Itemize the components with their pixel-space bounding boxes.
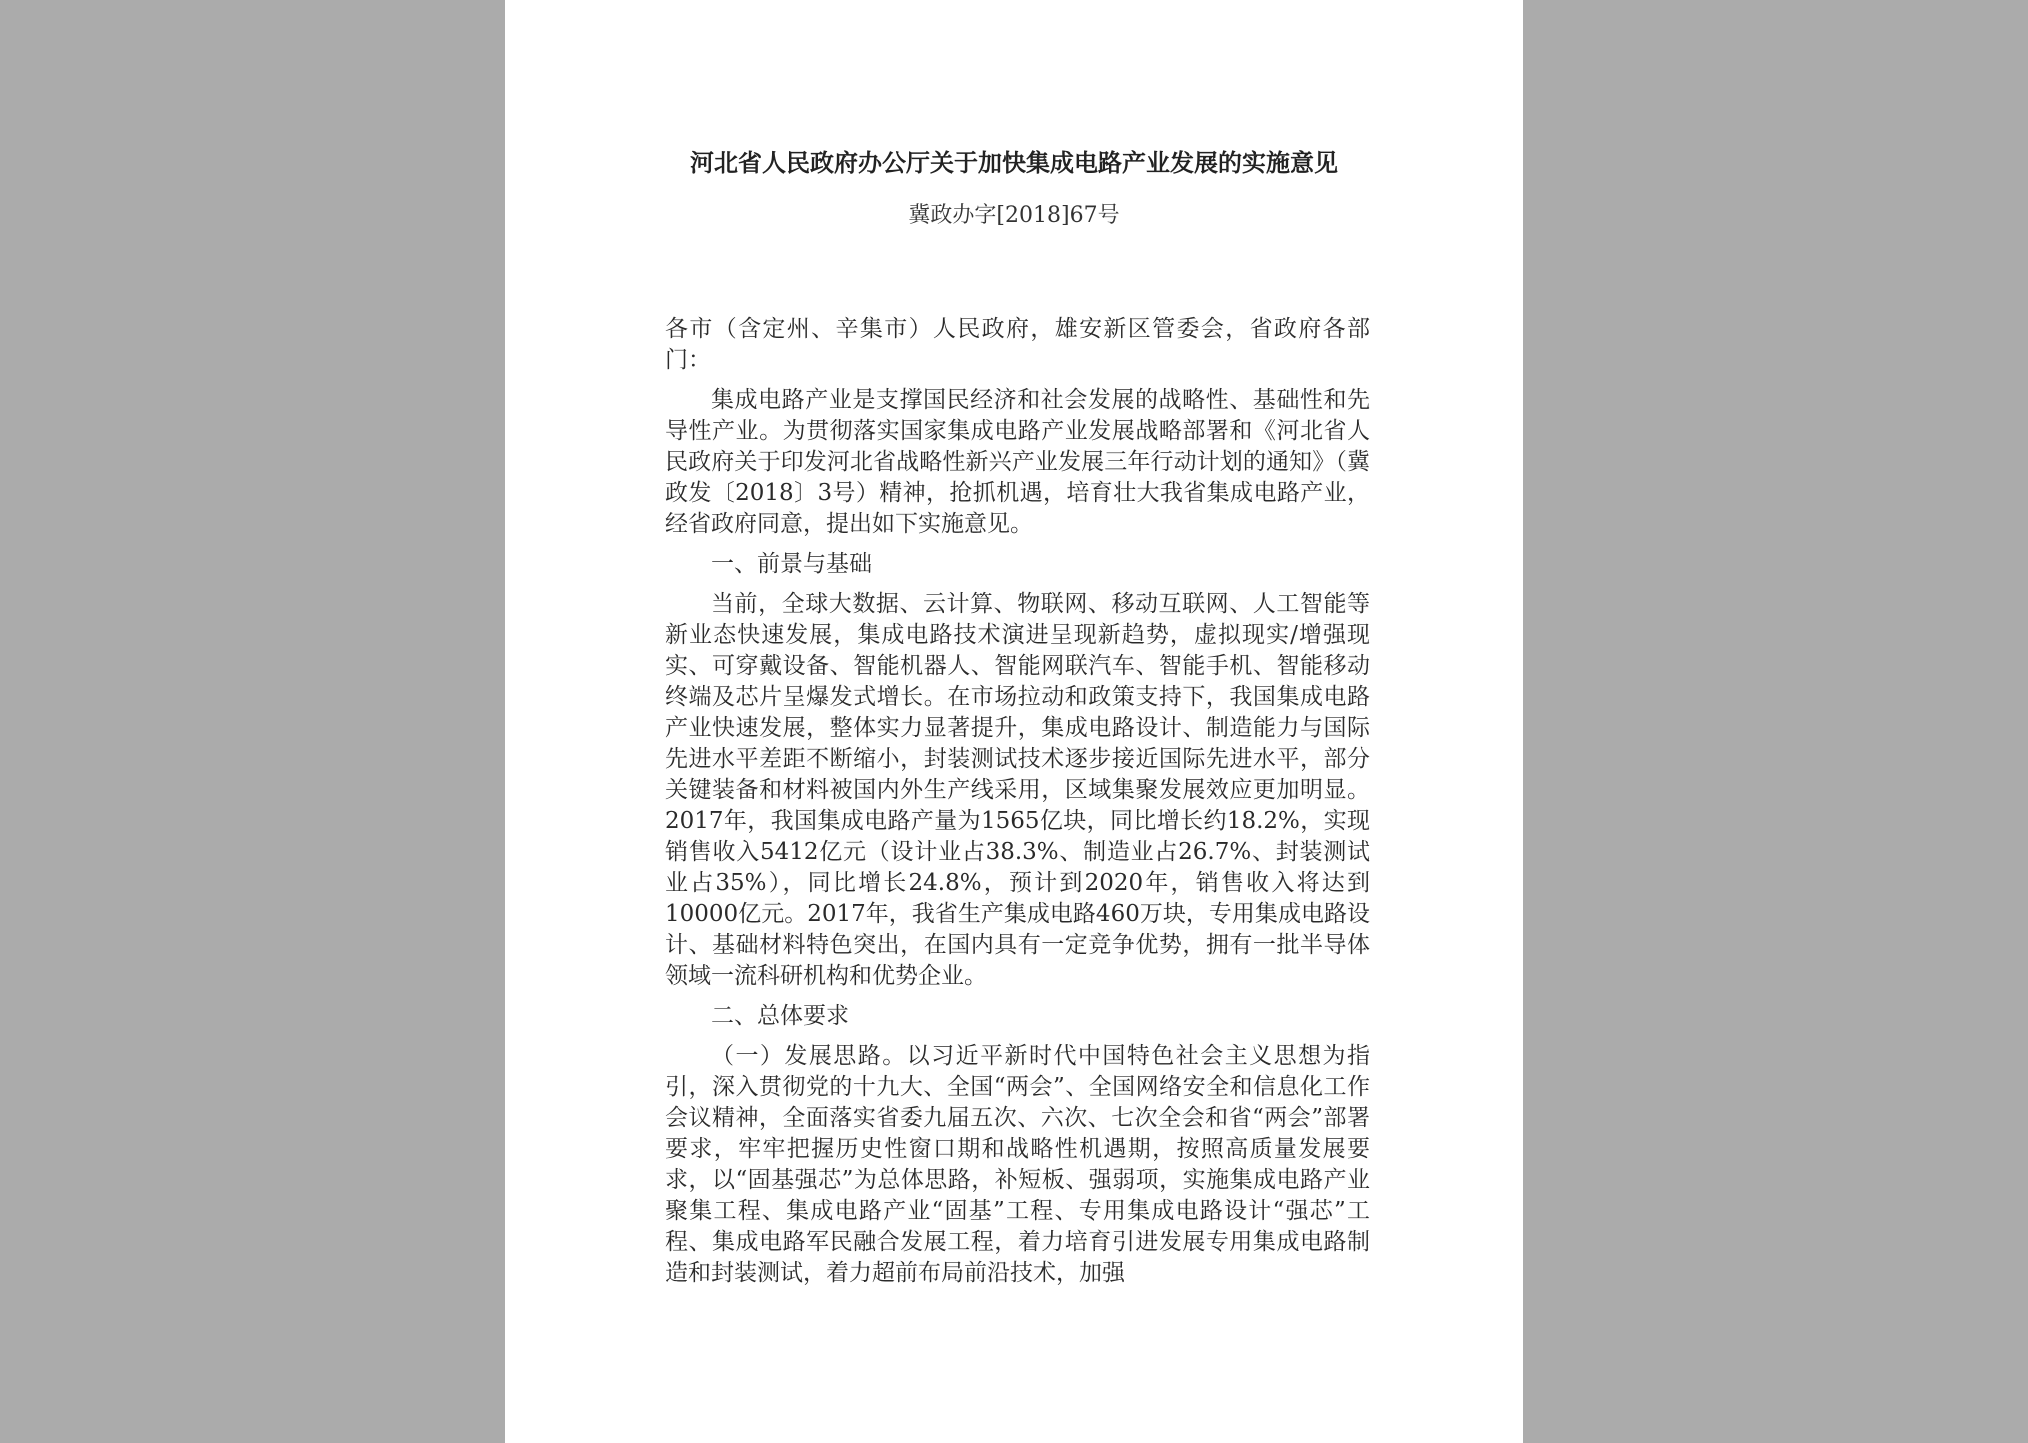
document-title: 河北省人民政府办公厅关于加快集成电路产业发展的实施意见 [690, 148, 1338, 177]
document-number: 冀政办字[2018]67号 [908, 203, 1120, 228]
paragraph: 集成电路产业是支撑国民经济和社会发展的战略性、基础性和先导性产业。为贯彻落实国家集成电路产业发展战略部署和《河北省人民政府关于印发河北省战略性新兴产业发展三年行动计划的通知》（冀政发〔2018〕3号）精神，抢抓机遇，培育壮大我省集成电路产业，经省政府同意，提出如下实施意见。 [665, 387, 1370, 537]
section-heading: 二、总体要求 [711, 1003, 849, 1029]
paragraph: 当前，全球大数据、云计算、物联网、移动互联网、人工智能等新业态快速发展，集成电路技术演进呈现新趋势，虚拟现实/增强现实、可穿戴设备、智能机器人、智能网联汽车、智能手机、智能移动终端及芯片呈爆发式增长。在市场拉动和政策支持下，我国集成电路产业快速发展，整体实力显著提升，集成电路设计、制造能力与国际先进水平差距不断缩小，封装测试技术逐步接近国际先进水平，部分关键装备和材料被国内外生产线采用，区域集聚发展效应更加明显。2017年，我国集成电路产量为1565亿块，同比增长约18.2%，实现销售收入5412亿元（设计业占38.3%、制造业占26.7%、封装测试业占35%），同比增长24.8%，预计到2020年，销售收入将达到10000亿元。2017年，我省生产集成电路460万块，专用集成电路设计、基础材料特色突出，在国内具有一定竞争优势，拥有一批半导体领域一流科研机构和优势企业。 [665, 591, 1370, 989]
paragraph: （一）发展思路。以习近平新时代中国特色社会主义思想为指引，深入贯彻党的十九大、全国“两会”、全国网络安全和信息化工作会议精神，全面落实省委九届五次、六次、七次全会和省“两会”部署要求，牢牢把握历史性窗口期和战略性机遇期，按照高质量发展要求，以“固基强芯”为总体思路，补短板、强弱项，实施集成电路产业聚集工程、集成电路产业“固基”工程、专用集成电路设计“强芯”工程、集成电路军民融合发展工程，着力培育引进发展专用集成电路制造和封装测试，着力超前布局前沿技术，加强 [665, 1043, 1370, 1286]
section-heading: 一、前景与基础 [711, 551, 872, 577]
salutation: 各市（含定州、辛集市）人民政府，雄安新区管委会，省政府各部门： [665, 316, 1370, 373]
document-page [505, 0, 1523, 1443]
document-body [665, 314, 1370, 1298]
